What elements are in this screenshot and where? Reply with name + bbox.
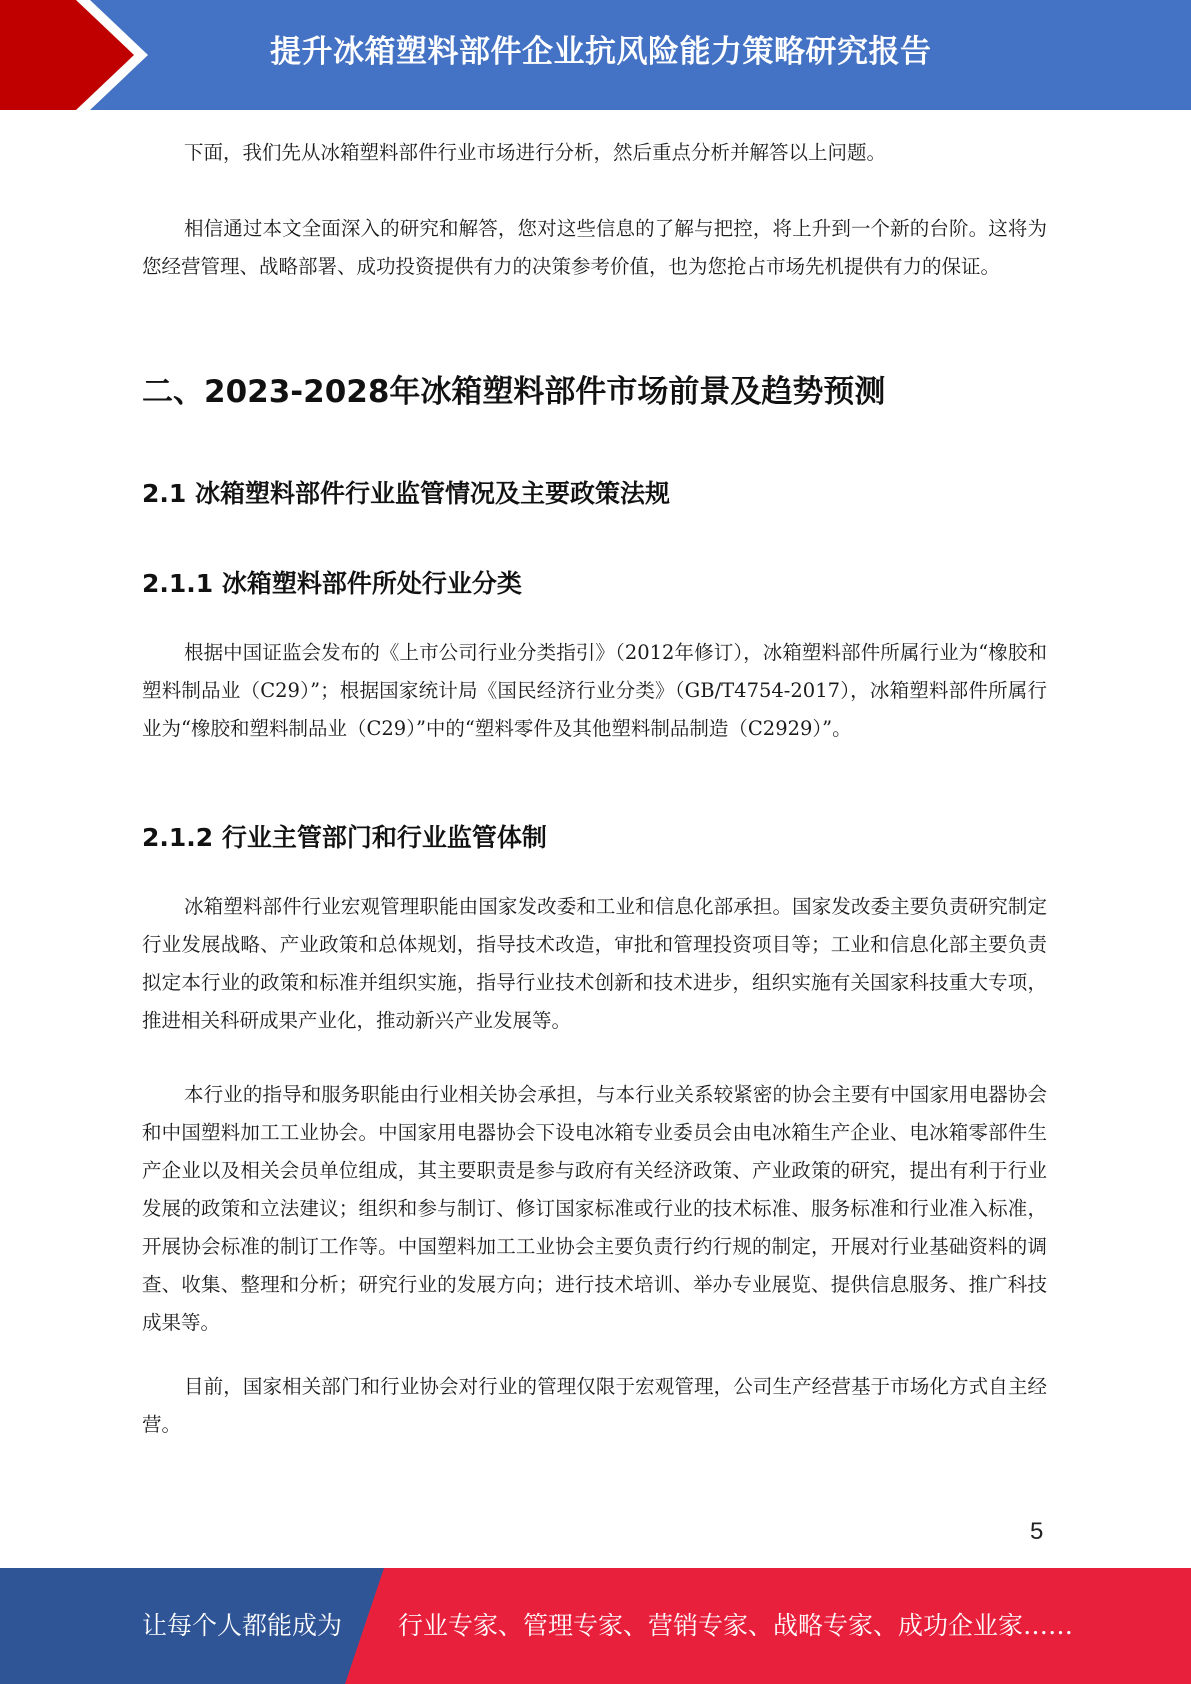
footer-slogan-left: 让每个人都能成为 [142, 1611, 343, 1640]
section-heading-2: 二、2023-2028年冰箱塑料部件市场前景及趋势预测 [142, 374, 886, 410]
intro-paragraph-2: 相信通过本文全面深入的研究和解答，您对这些信息的了解与把控，将上升到一个新的台阶。这将为您经营管理、战略部署、成功投资提供有力的决策参考价值，也为您抢占市场先机提供有力的保证。 [142, 217, 1047, 278]
paragraph-2-1-2-c: 目前，国家相关部门和行业协会对行业的管理仅限于宏观管理，公司生产经营基于市场化方式自主经营。 [142, 1375, 1047, 1436]
paragraph-2-1-2-b: 本行业的指导和服务职能由行业相关协会承担，与本行业关系较紧密的协会主要有中国家用电器协会和中国塑料加工工业协会。中国家用电器协会下设电冰箱专业委员会由电冰箱生产企业、电冰箱零部件生产企业以及相关会员单位组成，其主要职责是参与政府有关经济政策、产业政策的研究，提出有利于行业发展的政策和立法建议；组织和参与制订、修订国家标准或行业的技术标准、服务标准和行业准入标准，开展协会标准的制订工作等。中国塑料加工工业协会主要负责行约行规的制定，开展对行业基础资料的调查、收集、整理和分析；研究行业的发展方向；进行技术培训、举办专业展览、提供信息服务、推广科技成果等。 [142, 1083, 1047, 1334]
footer-slogan-right: 行业专家、管理专家、营销专家、战略专家、成功企业家…… [398, 1611, 1074, 1640]
document-title: 提升冰箱塑料部件企业抗风险能力策略研究报告 [270, 34, 932, 70]
subsection-heading-2-1-2: 2.1.2 行业主管部门和行业监管体制 [142, 823, 547, 852]
header-banner [0, 0, 1191, 110]
intro-paragraph-1: 下面，我们先从冰箱塑料部件行业市场进行分析，然后重点分析并解答以上问题。 [184, 141, 887, 164]
subsection-heading-2-1: 2.1 冰箱塑料部件行业监管情况及主要政策法规 [142, 479, 670, 508]
paragraph-2-1-1: 根据中国证监会发布的《上市公司行业分类指引》（2012年修订），冰箱塑料部件所属行业为“橡胶和塑料制品业（C29）”；根据国家统计局《国民经济行业分类》（GB/T4754-2017），冰箱塑料部件所属行业为“橡胶和塑料制品业（C29）”中的“塑料零件及其他塑料制品制造（C2929）”。 [142, 641, 1047, 740]
footer-banner [0, 1568, 1191, 1684]
page-number: 5 [1030, 1518, 1044, 1545]
subsection-heading-2-1-1: 2.1.1 冰箱塑料部件所处行业分类 [142, 569, 522, 598]
header-chevron-logo [0, 0, 160, 110]
paragraph-2-1-2-a: 冰箱塑料部件行业宏观管理职能由国家发改委和工业和信息化部承担。国家发改委主要负责研究制定行业发展战略、产业政策和总体规划，指导技术改造，审批和管理投资项目等；工业和信息化部主要负责拟定本行业的政策和标准并组织实施，指导行业技术创新和技术进步，组织实施有关国家科技重大专项，推进相关科研成果产业化，推动新兴产业发展等。 [142, 895, 1047, 1032]
